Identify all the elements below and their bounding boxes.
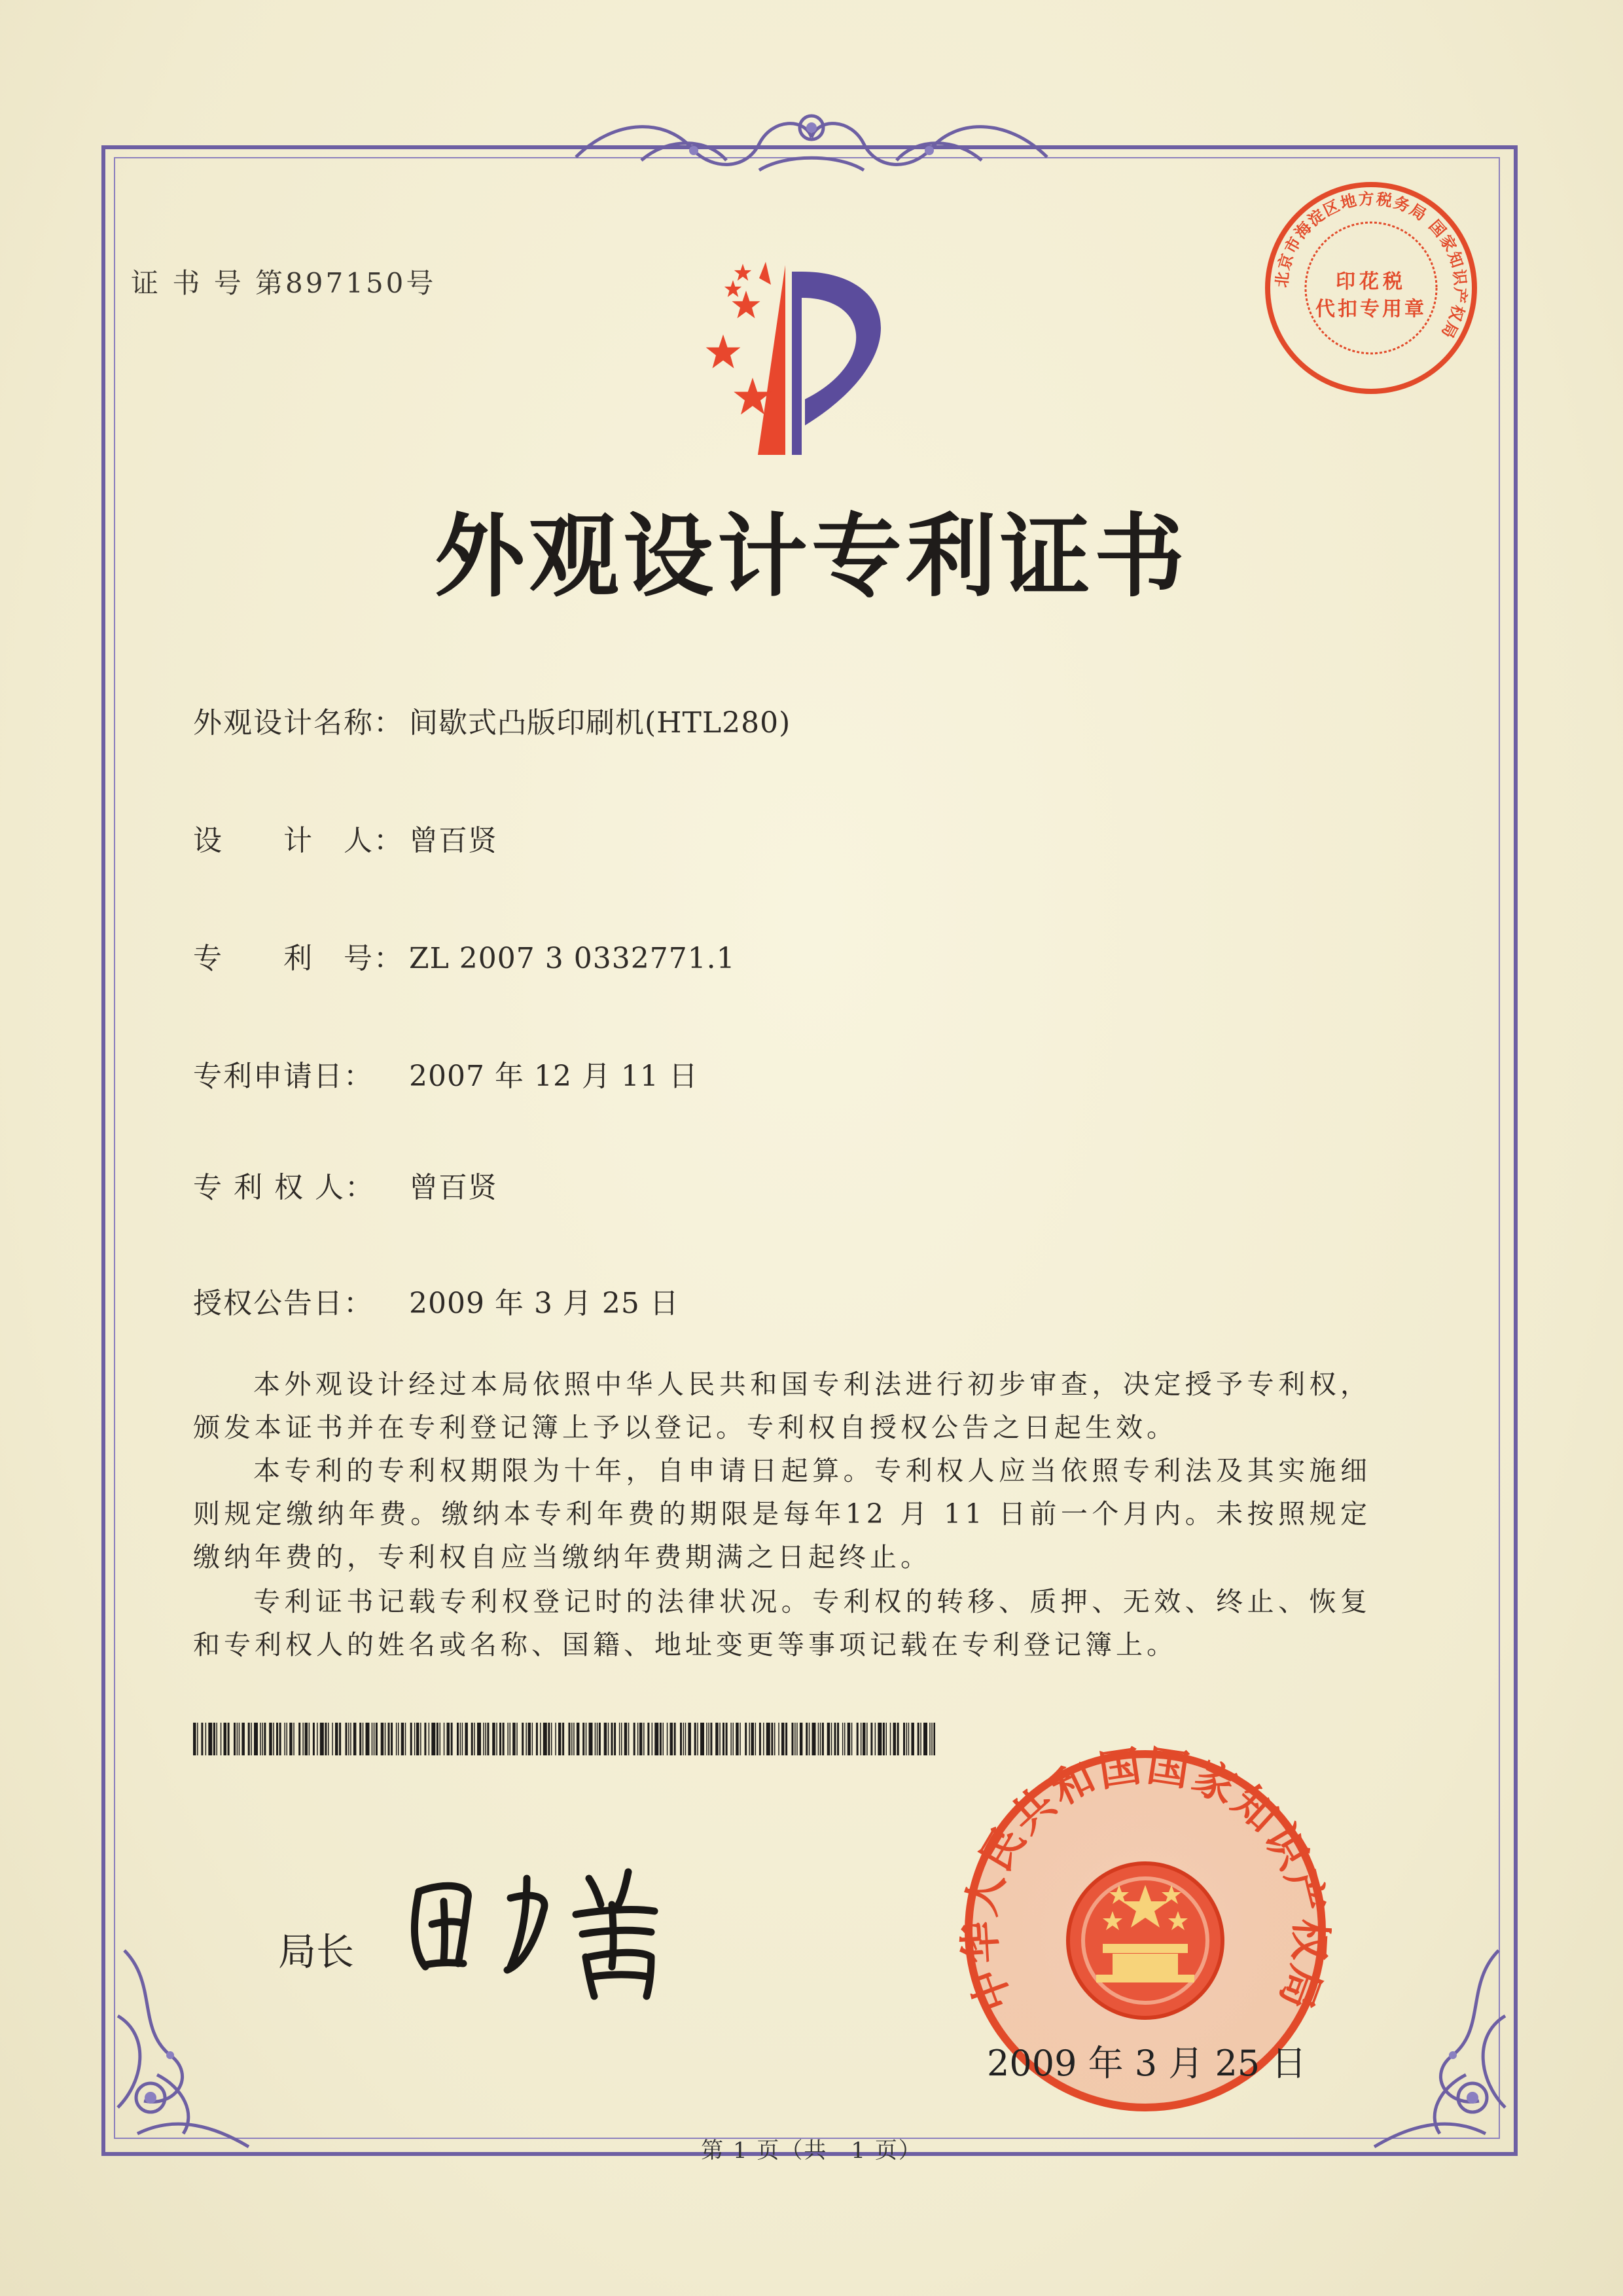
barcode-bar [654, 1723, 658, 1755]
barcode-bar [820, 1723, 821, 1755]
barcode-bar [573, 1723, 575, 1755]
barcode-bar [878, 1723, 882, 1755]
certificate-title: 外观设计专利证书 [434, 504, 1188, 609]
barcode-bar [305, 1723, 308, 1755]
barcode-bar [751, 1723, 755, 1755]
barcode-bar [755, 1723, 757, 1755]
barcode-bar [893, 1723, 897, 1755]
barcode-bar [558, 1723, 562, 1755]
barcode-bar [273, 1723, 274, 1755]
barcode-bar [857, 1723, 859, 1755]
field-value: ZL 2007 3 0332771.1 [409, 942, 736, 975]
field-value: 2007 年 12 月 11 日 [409, 1060, 698, 1093]
barcode-bar [499, 1723, 501, 1755]
barcode-bar [875, 1723, 876, 1755]
legal-paragraph-1: 本外观设计经过本局依照中华人民共和国专利法进行初步审查，决定授予专利权，颁发本证书并在专利登记簿上予以登记。专利权自授权公告之日起生效。 [193, 1369, 1371, 1443]
tax-stamp-ring-text: 北京市海淀区地方税务局 国家知识产权局 [1272, 189, 1470, 342]
barcode-bar [624, 1723, 628, 1755]
barcode-bar [685, 1723, 687, 1755]
barcode-bar [381, 1723, 384, 1755]
barcode-bar [660, 1723, 662, 1755]
barcode-bar [420, 1723, 421, 1755]
field-label: 设 计 人： [193, 824, 404, 857]
barcode-bar [577, 1723, 580, 1755]
barcode-bar [339, 1723, 341, 1755]
barcode-bar [796, 1723, 798, 1755]
barcode-bar [289, 1723, 293, 1755]
barcode-bar [931, 1723, 933, 1755]
barcode-bar [906, 1723, 908, 1755]
barcode-bar [674, 1723, 676, 1755]
barcode-bar [503, 1723, 505, 1755]
barcode-bar [372, 1723, 373, 1755]
barcode-bar [510, 1723, 511, 1755]
barcode-bar [405, 1723, 406, 1755]
barcode-bar [771, 1723, 773, 1755]
barcode-bar [604, 1723, 607, 1755]
barcode-bar [540, 1723, 541, 1755]
barcode-bar [431, 1723, 435, 1755]
barcode-bar [886, 1723, 887, 1755]
barcode-bar [353, 1723, 357, 1755]
barcode-bar [697, 1723, 698, 1755]
barcode-bar [688, 1723, 691, 1755]
barcode-bar [933, 1723, 935, 1755]
barcode-bar [851, 1723, 853, 1755]
barcode-bar [929, 1723, 931, 1755]
field-value: 曾百贤 [409, 824, 497, 857]
barcode-bar [532, 1723, 533, 1755]
barcode-bar [276, 1723, 278, 1755]
barcode-bar [827, 1723, 830, 1755]
barcode-bar [586, 1723, 587, 1755]
barcode-bar [555, 1723, 556, 1755]
barcode-bar [621, 1723, 622, 1755]
barcode-bar [903, 1723, 905, 1755]
barcode-bar [208, 1723, 212, 1755]
barcode-bar [736, 1723, 739, 1755]
barcode-bar [628, 1723, 630, 1755]
barcode-bar [287, 1723, 288, 1755]
barcode-bar [460, 1723, 461, 1755]
barcode-bar [197, 1723, 198, 1755]
barcode-bar [317, 1723, 318, 1755]
barcode-bar [440, 1723, 441, 1755]
certificate-number: 证 书 号 第897150号 [131, 267, 437, 299]
legal-paragraph-2: 本专利的专利权期限为十年，自申请日起算。专利权人应当依照专利法及其实施细则规定缴纳年费。缴纳本专利年费的期限是每年12 月 11 日前一个月内。未按照规定缴纳年费的，专利权自应当缴纳年费期满之日起终止。 [193, 1455, 1371, 1573]
barcode-bar [465, 1723, 468, 1755]
barcode-bar [749, 1723, 750, 1755]
barcode-bar [834, 1723, 836, 1755]
barcode-bar [551, 1723, 552, 1755]
barcode-bar [522, 1723, 524, 1755]
barcode-bar [611, 1723, 613, 1755]
barcode-bar [708, 1723, 709, 1755]
barcode-bar [388, 1723, 390, 1755]
barcode-bar [700, 1723, 704, 1755]
barcode-bar [385, 1723, 386, 1755]
barcode-bar [507, 1723, 508, 1755]
barcode-bar [831, 1723, 832, 1755]
field-design-name [193, 699, 791, 741]
barcode-bar [562, 1723, 564, 1755]
barcode-bar [350, 1723, 351, 1755]
barcode-bar [410, 1723, 412, 1755]
barcode-bar [348, 1723, 349, 1755]
barcode-bar [774, 1723, 776, 1755]
barcode-bar [863, 1723, 866, 1755]
barcode-bar [487, 1723, 489, 1755]
barcode-bar [269, 1723, 272, 1755]
barcode-bar [745, 1723, 747, 1755]
barcode-bar [447, 1723, 450, 1755]
barcode-bar [822, 1723, 824, 1755]
barcode-bar [792, 1723, 794, 1755]
barcode-bar [569, 1723, 571, 1755]
barcode-bar [401, 1723, 404, 1755]
field-grant-date [193, 1280, 679, 1321]
field-designer [193, 817, 497, 859]
barcode-bar [366, 1723, 370, 1755]
barcode-bar [663, 1723, 664, 1755]
barcode-bar [639, 1723, 643, 1755]
barcode-bar [722, 1723, 724, 1755]
barcode-bar [778, 1723, 779, 1755]
field-patentee [193, 1164, 497, 1206]
legal-paragraph-3: 专利证书记载专利权登记时的法律状况。专利权的转移、质押、无效、终止、恢复和专利权人的姓名或名称、国籍、地址变更等事项记载在专利登记簿上。 [193, 1586, 1371, 1660]
barcode-bar [424, 1723, 426, 1755]
barcode-bar [234, 1723, 236, 1755]
barcode-bar [683, 1723, 685, 1755]
barcode-bar [221, 1723, 222, 1755]
barcode-bar [526, 1723, 527, 1755]
barcode-bar [844, 1723, 846, 1755]
barcode-bar [396, 1723, 397, 1755]
barcode-bar [670, 1723, 673, 1755]
barcode-bar [462, 1723, 463, 1755]
barcode-bar [809, 1723, 810, 1755]
barcode-bar [923, 1723, 927, 1755]
barcode-bar [193, 1723, 196, 1755]
barcode-bar [847, 1723, 851, 1755]
field-patent-number [193, 935, 736, 977]
barcode-bar [416, 1723, 419, 1755]
barcode-bar [582, 1723, 584, 1755]
barcode-bar [254, 1723, 258, 1755]
barcode [193, 1723, 935, 1755]
barcode-bar [908, 1723, 910, 1755]
barcode-bar [213, 1723, 215, 1755]
barcode-bar [325, 1723, 327, 1755]
barcode-bar [785, 1723, 787, 1755]
field-value: 间歇式凸版印刷机(HTL280) [409, 706, 791, 740]
barcode-bar [512, 1723, 516, 1755]
barcode-bar [633, 1723, 635, 1755]
field-label: 授权公告日： [193, 1287, 374, 1320]
barcode-bar [680, 1723, 682, 1755]
barcode-bar [359, 1723, 361, 1755]
barcode-bar [800, 1723, 803, 1755]
tax-stamp-center-line-1: 印花税 [1336, 270, 1406, 293]
issue-date: 2009 年 3 月 25 日 [987, 2043, 1307, 2084]
director-signature [393, 1852, 733, 2003]
barcode-bar [298, 1723, 300, 1755]
barcode-bar [201, 1723, 203, 1755]
field-label: 专利申请日： [193, 1060, 374, 1093]
director-title-label: 局长 [278, 1929, 355, 1974]
top-ornament [563, 98, 1060, 183]
barcode-bar [474, 1723, 475, 1755]
barcode-bar [205, 1723, 207, 1755]
barcode-bar [471, 1723, 473, 1755]
field-label: 专 利 权 人： [193, 1171, 375, 1204]
barcode-bar [619, 1723, 620, 1755]
barcode-bar [217, 1723, 218, 1755]
barcode-bar [332, 1723, 333, 1755]
barcode-bar [483, 1723, 484, 1755]
barcode-bar [571, 1723, 573, 1755]
barcode-bar [637, 1723, 639, 1755]
barcode-bar [309, 1723, 310, 1755]
barcode-bar [313, 1723, 315, 1755]
tax-stamp-center-line-2: 代扣专用章 [1315, 298, 1427, 321]
page-indicator: 第 1 页（共 1 页） [701, 2138, 922, 2164]
barcode-bar [429, 1723, 430, 1755]
field-application-date [193, 1052, 698, 1094]
barcode-bar [715, 1723, 719, 1755]
barcode-bar [837, 1723, 839, 1755]
barcode-bar [279, 1723, 281, 1755]
barcode-bar [759, 1723, 761, 1755]
barcode-bar [496, 1723, 497, 1755]
barcode-bar [818, 1723, 819, 1755]
field-value: 曾百贤 [409, 1171, 497, 1204]
barcode-bar [528, 1723, 531, 1755]
barcode-bar [346, 1723, 348, 1755]
barcode-bar [667, 1723, 668, 1755]
barcode-bar [763, 1723, 764, 1755]
field-value: 2009 年 3 月 25 日 [409, 1287, 679, 1320]
barcode-bar [597, 1723, 598, 1755]
barcode-bar [643, 1723, 645, 1755]
barcode-bar [652, 1723, 653, 1755]
barcode-bar [866, 1723, 868, 1755]
barcode-bar [710, 1723, 712, 1755]
bottom-left-ornament [98, 1937, 268, 2153]
barcode-bar [595, 1723, 596, 1755]
barcode-bar [589, 1723, 593, 1755]
barcode-bar [608, 1723, 609, 1755]
barcode-bar [224, 1723, 227, 1755]
barcode-bar [260, 1723, 261, 1755]
barcode-bar [376, 1723, 378, 1755]
barcode-bar [237, 1723, 238, 1755]
barcode-bar [536, 1723, 538, 1755]
barcode-bar [335, 1723, 338, 1755]
field-label: 专 利 号： [193, 942, 404, 975]
barcode-bar [733, 1723, 734, 1755]
barcode-bar [320, 1723, 324, 1755]
barcode-bar [740, 1723, 741, 1755]
barcode-bar [477, 1723, 481, 1755]
bottom-right-ornament [1355, 1937, 1525, 2153]
barcode-bar [374, 1723, 375, 1755]
barcode-bar [328, 1723, 329, 1755]
barcode-bar [284, 1723, 285, 1755]
barcode-bar [241, 1723, 245, 1755]
barcode-bar [794, 1723, 796, 1755]
barcode-bar [251, 1723, 252, 1755]
barcode-bar [647, 1723, 649, 1755]
barcode-bar [918, 1723, 919, 1755]
field-label: 外观设计名称： [193, 706, 404, 740]
barcode-bar [842, 1723, 844, 1755]
barcode-bar [239, 1723, 240, 1755]
barcode-bar [911, 1723, 914, 1755]
barcode-bar [437, 1723, 438, 1755]
barcode-bar [706, 1723, 707, 1755]
barcode-bar [599, 1723, 601, 1755]
barcode-bar [457, 1723, 459, 1755]
barcode-bar [614, 1723, 616, 1755]
national-emblem-icon [1068, 1863, 1222, 2018]
barcode-bar [781, 1723, 785, 1755]
barcode-bar [719, 1723, 721, 1755]
barcode-bar [485, 1723, 486, 1755]
barcode-bar [516, 1723, 518, 1755]
barcode-bar [293, 1723, 294, 1755]
barcode-bar [861, 1723, 862, 1755]
barcode-bar [248, 1723, 250, 1755]
barcode-bar [398, 1723, 399, 1755]
barcode-bar [228, 1723, 230, 1755]
tax-stamp-seal [1263, 180, 1479, 396]
barcode-bar [897, 1723, 899, 1755]
barcode-bar [302, 1723, 304, 1755]
barcode-bar [890, 1723, 891, 1755]
barcode-bar [414, 1723, 416, 1755]
barcode-bar [363, 1723, 364, 1755]
barcode-bar [444, 1723, 445, 1755]
barcode-bar [766, 1723, 770, 1755]
barcode-bar [883, 1723, 885, 1755]
barcode-bar [806, 1723, 808, 1755]
barcode-bar [548, 1723, 550, 1755]
barcode-bar [492, 1723, 495, 1755]
barcode-bar [812, 1723, 816, 1755]
barcode-bar [543, 1723, 547, 1755]
barcode-bar [920, 1723, 921, 1755]
barcode-bar [391, 1723, 393, 1755]
barcode-bar [726, 1723, 728, 1755]
patent-office-logo [681, 259, 929, 455]
barcode-bar [694, 1723, 696, 1755]
office-seal-ring-text: 中华人民共和国国家知识产权局 [959, 1744, 1332, 2018]
barcode-bar [451, 1723, 453, 1755]
barcode-bar [870, 1723, 872, 1755]
barcode-bar [730, 1723, 732, 1755]
barcode-bar [264, 1723, 266, 1755]
barcode-bar [262, 1723, 263, 1755]
